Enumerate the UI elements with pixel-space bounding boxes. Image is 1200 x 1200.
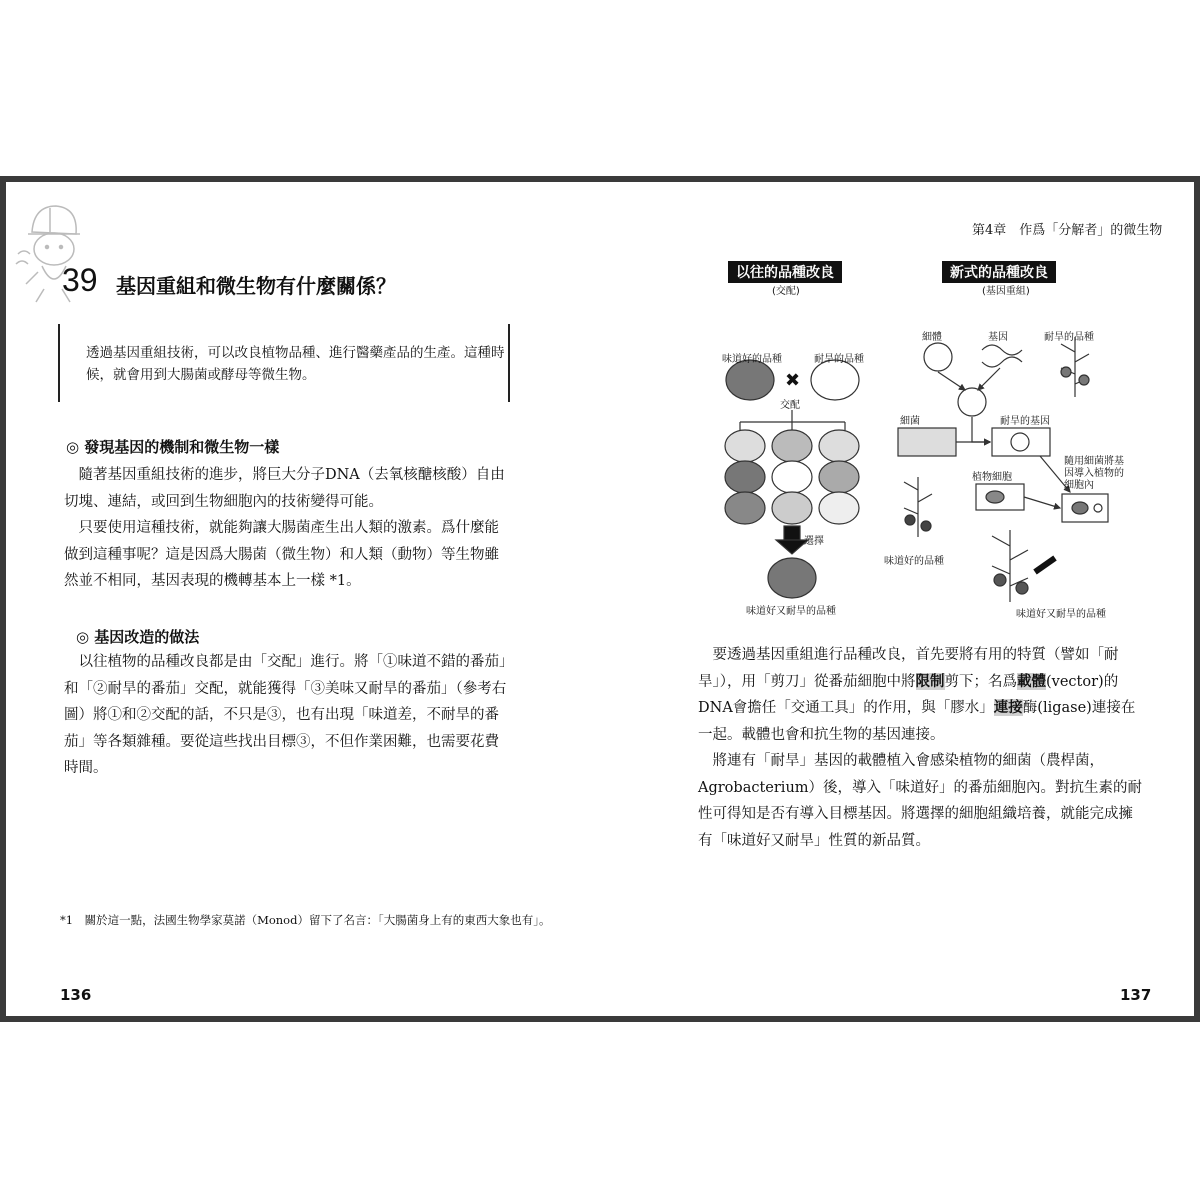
page-number-right: 137 xyxy=(1120,986,1152,1004)
label-bacteria: 細菌 xyxy=(900,416,920,427)
summary-box xyxy=(58,324,510,402)
section1-paragraph: 只要使用這種技術，就能夠讓大腸菌產生出人類的激素。爲什麼能做到這種事呢？這是因爲大腸菌（微生物）和人類（動物）等生物雖然並不相同，基因表現的機轉基本上一樣 *1。 xyxy=(64,520,499,589)
footnote: *1 關於這一點，法國生物學家莫諾（Monod）留下了名言：「大腸菌身上有的東西大象也有」。 xyxy=(60,913,551,927)
diagram-graphics xyxy=(710,262,1150,622)
label-drought-variety: 耐旱的品種 xyxy=(814,354,864,365)
label-tasty-new: 味道好的品種 xyxy=(884,556,944,567)
right-paragraph-2: 將連有「耐旱」基因的載體植入會感染植物的細菌（農桿菌，Agrobacterium）後，導入「味道好」的番茄細胞內。對抗生素的耐性可得知是否有導入目標基因。將選擇的細胞組織培養，就能完成擁有「味道好又耐旱」性質的新品質。 xyxy=(698,753,1143,849)
section1-body xyxy=(64,462,509,595)
label-cell: 細體 xyxy=(922,332,942,343)
highlight-restriction: 限制 xyxy=(915,672,945,690)
right-paragraph-1: 要透過基因重組進行品種改良，首先要將有用的特質（譬如「耐旱」），用「剪刀」從番茄細胞中將限制剪下；名爲載體(vector)的DNA會擔任「交通工具」的作用，與「膠水」連接酶(ligase)連接在一起。載體也會和抗生物的基因連接。 xyxy=(698,647,1136,743)
label-drought-gene: 耐旱的基因 xyxy=(1000,416,1050,427)
label-insert-gene: 隨用細菌將基因導入植物的細胞內 xyxy=(1064,456,1124,491)
old-method-title: 以往的品種改良 xyxy=(728,261,842,283)
question-number: 39 xyxy=(62,262,98,298)
label-tasty-variety: 味道好的品種 xyxy=(722,354,782,365)
new-method-title: 新式的品種改良 xyxy=(942,261,1056,283)
breeding-diagram xyxy=(710,262,1150,622)
label-drought-new: 耐旱的品種 xyxy=(1044,332,1094,343)
highlight-vector: 載體 xyxy=(1017,672,1046,690)
label-plant-cell: 植物細胞 xyxy=(972,472,1012,483)
label-cross: 交配 xyxy=(780,400,800,411)
highlight-ligase: 連接 xyxy=(993,699,1023,716)
section1-heading: ◎ 發現基因的機制和微生物一樣 xyxy=(66,438,280,456)
section2-paragraph: 以往植物的品種改良都是由「交配」進行。將「①味道不錯的番茄」和「②耐旱的番茄」交配，就能獲得「③美味又耐旱的番茄」（參考右圖）將①和②交配的話，不只是③，也有出現「味道差，不耐旱的番茄」等各類雜種。要從這些找出目標③，不但作業困難，也需要花費時間。 xyxy=(64,654,507,776)
summary-text: 透過基因重組技術，可以改良植物品種、進行醫藥產品的生產。這種時候，就會用到大腸菌或酵母等微生物。 xyxy=(86,345,505,383)
book-spread xyxy=(0,176,1200,1022)
label-result-new: 味道好又耐旱的品種 xyxy=(1016,609,1106,620)
cross-mark: ✖ xyxy=(785,370,801,391)
old-method-sub: (交配) xyxy=(772,286,800,297)
label-result-old: 味道好又耐旱的品種 xyxy=(746,606,836,617)
section1-paragraph: 隨著基因重組技術的進步，將巨大分子DNA（去氧核醣核酸）自由切塊、連結，或回到生物細胞內的技術變得可能。 xyxy=(64,467,505,510)
label-gene: 基因 xyxy=(988,332,1008,343)
right-body xyxy=(698,642,1144,854)
section2-body xyxy=(64,649,509,782)
label-select: 選擇 xyxy=(804,536,824,547)
section2-heading: ◎ 基因改造的做法 xyxy=(76,628,200,646)
new-method-sub: (基因重組) xyxy=(982,286,1030,297)
chapter-header: 第4章 作爲「分解者」的微生物 xyxy=(972,223,1163,238)
page-number-left: 136 xyxy=(60,986,92,1004)
question-title: 基因重組和微生物有什麼關係？ xyxy=(116,274,396,298)
